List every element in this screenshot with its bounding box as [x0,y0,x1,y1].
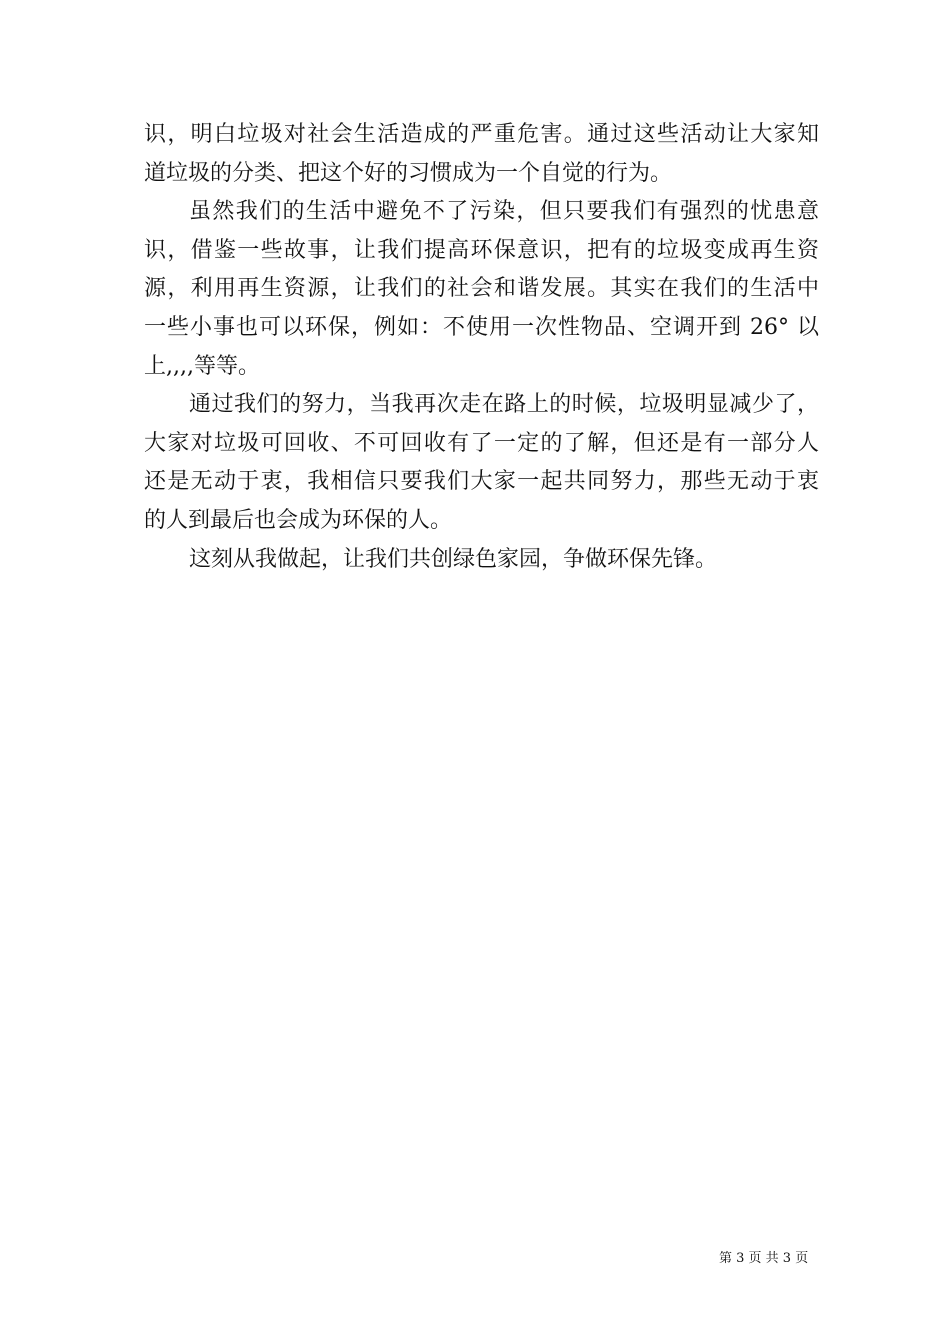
text-line: 大家对垃圾可回收、不可回收有了一定的了解，但还是有一部分人 [144,430,819,456]
page-number-footer: 第 3 页 共 3 页 [719,1251,809,1266]
text-line: 上,,,,等等。 [144,353,260,379]
paragraph-start-line: 通过我们的努力，当我再次走在路上的时候，垃圾明显减少了， [189,392,819,418]
document-body [144,116,819,579]
text-line: 还是无动于衷，我相信只要我们大家一起共同努力，那些无动于衷 [144,469,819,495]
text-line: 一些小事也可以环保，例如：不使用一次性物品、空调开到 26° 以 [144,314,819,340]
text-line: 源，利用再生资源，让我们的社会和谐发展。其实在我们的生活中 [144,276,819,302]
paragraph-start-line: 虽然我们的生活中避免不了污染，但只要我们有强烈的忧患意 [189,199,819,225]
text-line: 识，借鉴一些故事，让我们提高环保意识，把有的垃圾变成再生资 [144,237,819,263]
text-line: 识，明白垃圾对社会生活造成的严重危害。通过这些活动让大家知 [144,122,819,147]
text-line: 的人到最后也会成为环保的人。 [144,507,453,533]
text-line: 道垃圾的分类、把这个好的习惯成为一个自觉的行为。 [144,160,673,186]
paragraph-start-line: 这刻从我做起，让我们共创绿色家园，争做环保先锋。 [189,546,718,572]
